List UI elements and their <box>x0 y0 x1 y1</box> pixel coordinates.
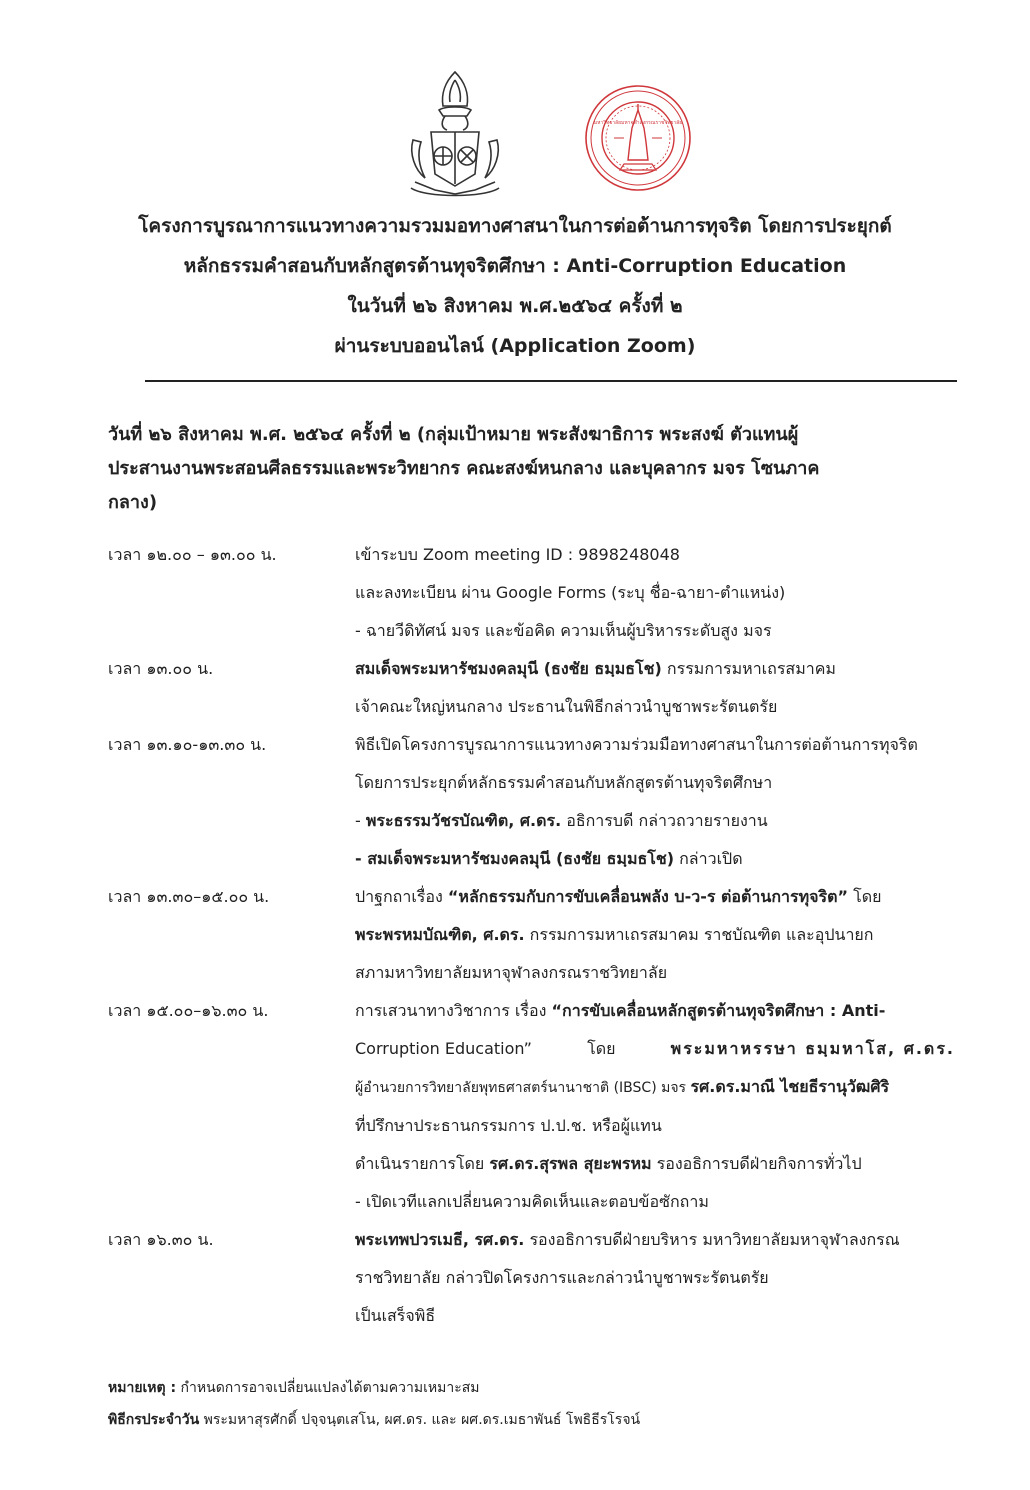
schedule-time: เวลา ๑๖.๓๐ น. <box>108 1230 214 1249</box>
detail-line: เจ้าคณะใหญ่หนกลาง ประธานในพิธีกล่าวนำบูชาพระรัตนตรัย <box>355 697 778 716</box>
speaker-role: ผู้อำนวยการวิทยาลัยพุทธศาสตร์นานาชาติ (IBSC) มจร <box>355 1080 691 1096</box>
detail-line <box>355 1145 955 1183</box>
remark-label: หมายเหตุ : <box>108 1380 177 1396</box>
mc-line <box>108 1404 968 1436</box>
title-line-1: โครงการบูรณาการแนวทางความรวมมอทางศาสนาในการต่อต้านการทุจริต โดยการประยุกต์ <box>138 215 892 237</box>
speaker-name: พระธรรมวัชรบัณฑิต, ศ.ดร. <box>365 811 562 830</box>
mc-label: พิธีกรประจำวัน <box>108 1412 200 1428</box>
detail-line <box>355 878 955 916</box>
detail-line <box>355 650 955 688</box>
detail-line: โดยการประยุกต์หลักธรรมคำสอนกับหลักสูตรต้านทุจริตศึกษา <box>355 773 773 792</box>
speaker-name: - สมเด็จพระมหารัชมงคลมุนี (ธงชัย ธมฺมธโช) <box>355 849 675 868</box>
schedule-time: เวลา ๑๓.๐๐ น. <box>108 659 214 678</box>
speaker-role: กล่าวเปิด <box>674 849 743 868</box>
remark-line <box>108 1372 968 1404</box>
detail-line: เข้าระบบ Zoom meeting ID : 9898248048 <box>355 545 680 564</box>
schedule-row <box>108 650 968 726</box>
schedule-table <box>108 536 968 1335</box>
schedule-row <box>108 1221 968 1335</box>
topic-title: “หลักธรรมกับการขับเคลื่อนพลัง บ-ว-ร ต่อต้านการทุจริต” <box>447 887 849 906</box>
schedule-row <box>108 992 968 1221</box>
moderator-prefix: ดำเนินรายการโดย <box>355 1154 490 1173</box>
intro-line-3: กลาง) <box>108 492 158 513</box>
detail-line: - เปิดเวทีแลกเปลี่ยนความคิดเห็นและตอบข้อซักถาม <box>355 1192 709 1211</box>
moderator-name: รศ.ดร.สุรพล สุยะพรหม <box>489 1154 652 1173</box>
topic-prefix: การเสวนาทางวิชาการ เรื่อง <box>355 1001 552 1020</box>
detail-line: พิธีเปิดโครงการบูรณาการแนวทางความร่วมมือทางศาสนาในการต่อต้านการทุจริต <box>355 735 918 754</box>
detail-line: เป็นเสร็จพิธี <box>355 1306 436 1325</box>
logo-row <box>0 70 1030 200</box>
schedule-details <box>355 1221 955 1335</box>
detail-line <box>355 1030 955 1068</box>
speaker-role: กรรมการมหาเถรสมาคม ราชบัณฑิต และอุปนายก <box>524 925 874 944</box>
title-divider <box>145 380 957 382</box>
schedule-time: เวลา ๑๓.๑๐-๑๓.๓๐ น. <box>108 735 267 754</box>
moderator-role: รองอธิการบดีฝ่ายกิจการทั่วไป <box>651 1154 862 1173</box>
detail-line <box>355 802 955 840</box>
detail-line: ที่ปรึกษาประธานกรรมการ ป.ป.ช. หรือผู้แทน <box>355 1116 662 1135</box>
seal-text: มหาวิทยาลัยมหาจุฬาลงกรณราชวิทยาลัย <box>593 120 683 126</box>
detail-line <box>355 916 955 954</box>
mc-text: พระมหาสุรศักดิ์ ปจฺจนฺตเสโน, ผศ.ดร. และ ผศ.ดร.เมธาพันธ์ โพธิธีรโรจน์ <box>199 1412 641 1428</box>
schedule-time: เวลา ๑๒.๐๐ – ๑๓.๐๐ น. <box>108 545 277 564</box>
speaker-role: กรรมการมหาเถรสมาคม <box>661 659 836 678</box>
intro-line-2: ประสานงานพระสอนศีลธรรมและพระวิทยากร คณะสงฆ์หนกลาง และบุคลากร มจร โซนภาค <box>108 458 820 479</box>
detail-line: และลงทะเบียน ผ่าน Google Forms (ระบุ ชื่อ-ฉายา-ตำแหน่ง) <box>355 583 786 602</box>
remark-text: กำหนดการอาจเปลี่ยนแปลงได้ตามความเหมาะสม <box>176 1380 480 1396</box>
schedule-details <box>355 878 955 992</box>
schedule-details <box>355 992 955 1221</box>
detail-line: ราชวิทยาลัย กล่าวปิดโครงการและกล่าวนำบูชาพระรัตนตรัย <box>355 1268 769 1287</box>
title-line-2: หลักธรรมคำสอนกับหลักสูตรต้านทุจริตศึกษา : Anti-Corruption Education <box>183 255 847 277</box>
bullet-dash: - <box>355 811 366 830</box>
speaker-name: พระเทพปวรเมธี, รศ.ดร. <box>355 1230 525 1249</box>
topic-suffix: โดย <box>848 887 882 906</box>
detail-line <box>355 1068 955 1107</box>
speaker-name: สมเด็จพระมหารัชมงคลมุนี (ธงชัย ธมฺมธโช) <box>355 659 662 678</box>
seal-icon <box>584 84 692 192</box>
speaker-role: รองอธิการบดีฝ่ายบริหาร มหาวิทยาลัยมหาจุฬาลงกรณ <box>524 1230 900 1249</box>
topic-title: “การขับเคลื่อนหลักสูตรต้านทุจริตศึกษา : Anti- <box>551 1001 886 1020</box>
speaker-name: พระมหาหรรษา ธมฺมหาโส, ศ.ดร. <box>670 1039 955 1058</box>
schedule-time: เวลา ๑๕.๐๐–๑๖.๓๐ น. <box>108 1001 269 1020</box>
speaker-role: อธิการบดี กล่าวถวายรายงาน <box>561 811 768 830</box>
schedule-row <box>108 536 968 650</box>
speaker-name: รศ.ดร.มาณี ไชยธีรานุวัฒศิริ <box>690 1077 890 1096</box>
footnotes <box>108 1372 968 1436</box>
detail-line: สภามหาวิทยาลัยมหาจุฬาลงกรณราชวิทยาลัย <box>355 963 668 982</box>
schedule-row <box>108 878 968 992</box>
schedule-details <box>355 650 955 726</box>
schedule-row <box>108 726 968 878</box>
detail-line <box>355 840 955 878</box>
title-line-3: ในวันที่ ๒๖ สิงหาคม พ.ศ.๒๕๖๔ ครั้งที่ ๒ <box>347 295 683 317</box>
crest-icon <box>405 70 505 200</box>
topic-title-cont: Corruption Education” <box>355 1039 532 1058</box>
session-intro <box>108 418 958 520</box>
speaker-name: พระพรหมบัณฑิต, ศ.ดร. <box>355 925 525 944</box>
title-line-4: ผ่านระบบออนไลน์ (Application Zoom) <box>334 335 696 357</box>
intro-line-1: วันที่ ๒๖ สิงหาคม พ.ศ. ๒๕๖๔ ครั้งที่ ๒ (กลุ่มเป้าหมาย พระสังฆาธิการ พระสงฆ์ ตัวแทนผู้ <box>108 424 799 445</box>
schedule-time: เวลา ๑๓.๓๐–๑๕.๐๐ น. <box>108 887 270 906</box>
detail-line <box>355 992 955 1030</box>
topic-by: โดย <box>587 1039 616 1058</box>
schedule-details <box>355 536 955 650</box>
schedule-details <box>355 726 955 878</box>
document-title <box>60 206 970 366</box>
topic-prefix: ปาฐกถาเรื่อง <box>355 887 448 906</box>
detail-line <box>355 1221 955 1259</box>
detail-line: - ฉายวีดิทัศน์ มจร และข้อคิด ความเห็นผู้บริหารระดับสูง มจร <box>355 621 772 640</box>
